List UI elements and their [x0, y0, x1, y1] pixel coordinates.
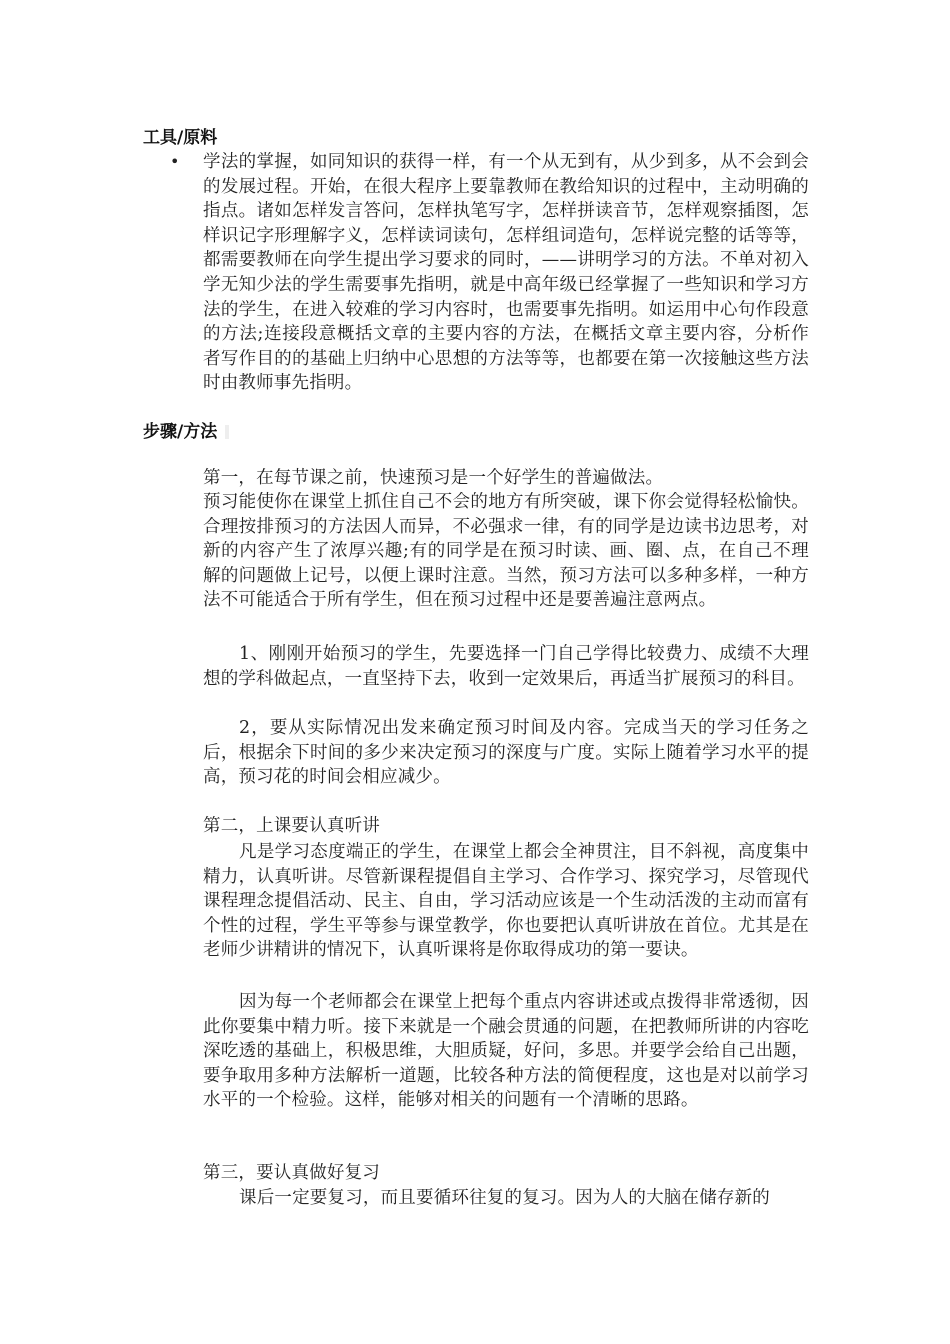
step-1-title: 第一，在每节课之前，快速预习是一个好学生的普遍做法。 — [203, 468, 664, 488]
faint-mark — [225, 425, 229, 439]
steps-heading-text: 步骤/方法 — [143, 422, 218, 442]
step-1-point-1: 1、刚刚开始预习的学生，先要选择一门自己学得比较费力、成绩不大理想的学科做起点，一直坚持下去，收到一定效果后，再适当扩展预习的科目。 — [203, 644, 809, 689]
step-3-title: 第三，要认真做好复习 — [203, 1163, 380, 1183]
step-2-paragraph-2: 因为每一个老师都会在课堂上把每个重点内容讲述或点拨得非常透彻，因此你要集中精力听。接下来就是一个融会贯通的问题，在把教师所讲的内容吃深吃透的基础上，积极思维，大胆质疑，好问，多思。并要学会给自己出题，要争取用多种方法解析一道题，比较各种方法的简便程度，这也是对以前学习水平的一个检验。这样，能够对相关的问题有一个清晰的思路。 — [203, 992, 809, 1111]
step-1-paragraph: 预习能使你在课堂上抓住自己不会的地方有所突破，课下你会觉得轻松愉快。合理按排预习的方法因人而异，不必强求一律，有的同学是边读书边思考，对新的内容产生了浓厚兴趣;有的同学是在预习时读、画、圈、点，在自己不理解的问题做上记号，以便上课时注意。当然，预习方法可以多种多样，一种方法不可能适合于所有学生，但在预习过程中还是要善遍注意两点。 — [203, 492, 809, 611]
step-1-point-2: 2，要从实际情况出发来确定预习时间及内容。完成当天的学习任务之后，根据余下时间的多少来决定预习的深度与广度。实际上随着学习水平的提高，预习花的时间会相应减少。 — [203, 718, 809, 788]
tools-paragraph: 学法的掌握，如同知识的获得一样，有一个从无到有，从少到多，从不会到会的发展过程。开始，在很大程序上要靠教师在教给知识的过程中，主动明确的指点。诸如怎样发言答问，怎样执笔写字，怎样拼读音节，怎样观察插图，怎样识记字形理解字义，怎样读词读句，怎样组词造句，怎样说完整的话等等，都需要教师在向学生提出学习要求的同时，——讲明学习的方法。不单对初入学无知少法的学生需要事先指明，就是中高年级已经掌握了一些知识和学习方法的学生，在进入较难的学习内容时，也需要事先指明。如运用中心句作段意的方法;连接段意概括文章的主要内容的方法，在概括文章主要内容，分析作者写作目的的基础上归纳中心思想的方法等等，也都要在第一次接触这些方法时由教师事先指明。 — [203, 152, 809, 394]
bullet-marker: • — [170, 152, 180, 171]
tools-heading: 工具/原料 — [143, 128, 218, 148]
step-2-title: 第二，上课要认真听讲 — [203, 816, 380, 836]
step-2-paragraph-1: 凡是学习态度端正的学生，在课堂上都会全神贯注，目不斜视，高度集中精力，认真听讲。尽管新课程提倡自主学习、合作学习、探究学习，尽管现代课程理念提倡活动、民主、自由，学习活动应该是一个生动活泼的主动而富有个性的过程，学生平等参与课堂教学，你也要把认真听讲放在首位。尤其是在老师少讲精讲的情况下，认真听课将是你取得成功的第一要诀。 — [203, 842, 809, 961]
steps-heading — [143, 420, 229, 444]
step-3-paragraph: 课后一定要复习，而且要循环往复的复习。因为人的大脑在储存新的 — [239, 1188, 770, 1208]
